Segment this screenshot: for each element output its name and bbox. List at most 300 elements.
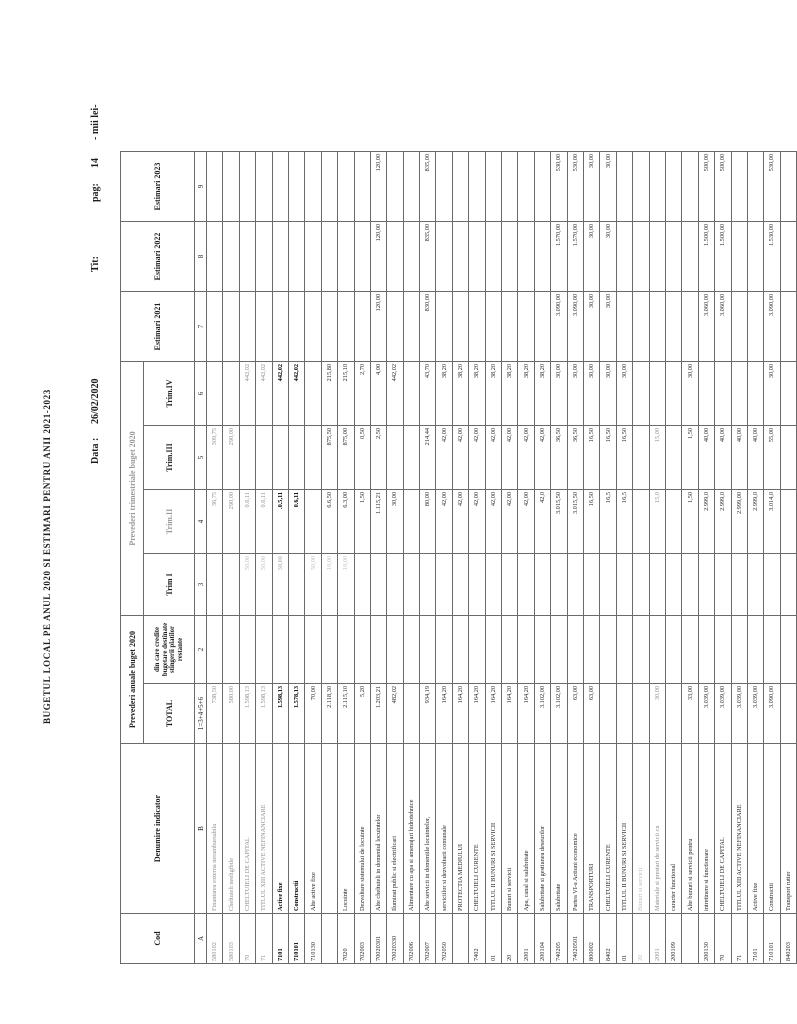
trim1-cell xyxy=(715,554,731,616)
trim1-cell xyxy=(600,554,616,616)
total-cell: 3.102,00 xyxy=(551,684,567,744)
est2021-cell xyxy=(272,292,288,362)
din-care-cell xyxy=(682,616,698,684)
trim3-cell xyxy=(665,426,681,490)
trim3-cell: 42,00 xyxy=(518,426,534,490)
est2023-cell: 530,00 xyxy=(551,152,567,222)
trim2-cell: 42,0 xyxy=(534,490,550,554)
est2022-cell: 30,00 xyxy=(583,222,599,292)
column-index-cell: A xyxy=(195,914,207,964)
din-care-cell xyxy=(354,616,370,684)
denumire-cell: Cheltuieli neeligibile xyxy=(223,744,239,914)
din-care-cell xyxy=(403,616,419,684)
trim3-cell: 55,00 xyxy=(764,426,780,490)
cod-cell: 702003 xyxy=(354,914,370,964)
denumire-cell: Locuinte xyxy=(338,744,354,914)
denumire-cell: Partea VI-a Actiuni economice xyxy=(567,744,583,914)
trim3-cell: 42,00 xyxy=(502,426,518,490)
cod-cell: 7402 xyxy=(469,914,485,964)
page-label: pag: xyxy=(90,183,101,202)
est2023-cell xyxy=(747,152,763,222)
total-cell: 33,00 xyxy=(682,684,698,744)
trim3-cell xyxy=(288,426,304,490)
cod-cell: 7020 xyxy=(338,914,354,964)
col-trim2-header: Trim.II xyxy=(144,490,195,554)
est2022-cell xyxy=(518,222,534,292)
trim1-cell xyxy=(682,554,698,616)
din-care-cell xyxy=(321,616,337,684)
denumire-cell xyxy=(321,744,337,914)
total-cell: 63,00 xyxy=(567,684,583,744)
cod-cell: 20 xyxy=(502,914,518,964)
est2023-cell: 500,00 xyxy=(715,152,731,222)
est2023-cell xyxy=(649,152,665,222)
trim4-cell: 38,20 xyxy=(518,362,534,426)
denumire-cell: CHELTUIELI CURENTE xyxy=(600,744,616,914)
trim2-cell: 36,75 xyxy=(207,490,223,554)
est2023-cell xyxy=(518,152,534,222)
cod-cell: 710101 xyxy=(764,914,780,964)
est2022-cell xyxy=(665,222,681,292)
est2023-cell xyxy=(436,152,452,222)
table-row xyxy=(534,152,550,964)
table-row xyxy=(649,152,665,964)
trim4-cell xyxy=(207,362,223,426)
est2023-cell: 500,00 xyxy=(698,152,714,222)
column-index-cell: 1=3+4+5+6 xyxy=(195,684,207,744)
est2021-cell xyxy=(534,292,550,362)
trim4-cell xyxy=(780,362,796,426)
trim3-cell: 42,00 xyxy=(469,426,485,490)
trimestriale-header: Prevederi trimestriale buget 2020 xyxy=(121,362,144,616)
col-est2022-header: Estimari 2022 xyxy=(121,222,195,292)
trim3-cell: 42,00 xyxy=(452,426,468,490)
col-din-care-header: din care credite bugetare destinate stingerii platilor restante xyxy=(144,616,195,684)
trim1-cell xyxy=(420,554,436,616)
trim1-cell: 10,00 xyxy=(338,554,354,616)
trim1-cell: 50,00 xyxy=(305,554,321,616)
trim1-cell xyxy=(518,554,534,616)
est2021-cell xyxy=(338,292,354,362)
column-index-cell: 7 xyxy=(195,292,207,362)
din-care-cell xyxy=(272,616,288,684)
est2023-cell xyxy=(321,152,337,222)
trim1-cell xyxy=(452,554,468,616)
trim3-cell: 40,00 xyxy=(698,426,714,490)
est2022-cell xyxy=(780,222,796,292)
est2022-cell xyxy=(305,222,321,292)
title-label: Tit: xyxy=(90,256,101,272)
din-care-cell xyxy=(518,616,534,684)
trim4-cell xyxy=(731,362,747,426)
est2021-cell: 3.060,00 xyxy=(698,292,714,362)
denumire-cell: TITLUL XIII ACTIVE NEFINANCIARE xyxy=(256,744,272,914)
cod-cell: 702007 xyxy=(420,914,436,964)
est2022-cell xyxy=(288,222,304,292)
date-value: 26/02/2020 xyxy=(90,378,101,424)
est2023-cell xyxy=(207,152,223,222)
total-cell: 63,00 xyxy=(583,684,599,744)
table-row xyxy=(600,152,616,964)
table-row xyxy=(370,152,386,964)
est2021-cell xyxy=(288,292,304,362)
trim2-cell xyxy=(780,490,796,554)
trim4-cell: 30,00 xyxy=(567,362,583,426)
est2022-cell xyxy=(338,222,354,292)
cod-cell: 71 xyxy=(731,914,747,964)
trim2-cell: 42,00 xyxy=(436,490,452,554)
cod-cell: 74020501 xyxy=(567,914,583,964)
est2021-cell xyxy=(436,292,452,362)
est2023-cell: 835,00 xyxy=(420,152,436,222)
est2021-cell: 3.090,00 xyxy=(551,292,567,362)
denumire-cell: Alte servicii in domeniile locuintelor, xyxy=(420,744,436,914)
column-index-cell: 6 xyxy=(195,362,207,426)
denumire-cell: Constructii xyxy=(764,744,780,914)
denumire-cell: Apa, canal si salubritate xyxy=(518,744,534,914)
trim1-cell xyxy=(780,554,796,616)
denumire-cell: TITLUL II BUNURI SI SERVICII xyxy=(616,744,632,914)
est2023-cell xyxy=(239,152,255,222)
din-care-cell xyxy=(665,616,681,684)
trim2-cell: 1.115,21 xyxy=(370,490,386,554)
trim1-cell xyxy=(223,554,239,616)
column-index-cell: 5 xyxy=(195,426,207,490)
est2022-cell: 835,00 xyxy=(420,222,436,292)
trim2-cell: 2.999,0 xyxy=(698,490,714,554)
cod-cell xyxy=(321,914,337,964)
cod-cell: 71 xyxy=(256,914,272,964)
table-row xyxy=(338,152,354,964)
trim1-cell xyxy=(387,554,403,616)
total-cell: 3.039,00 xyxy=(731,684,747,744)
trim1-cell xyxy=(698,554,714,616)
est2023-cell xyxy=(534,152,550,222)
din-care-cell xyxy=(239,616,255,684)
cod-cell: 7101 xyxy=(272,914,288,964)
cod-cell: 580102 xyxy=(207,914,223,964)
est2023-cell xyxy=(305,152,321,222)
table-row xyxy=(747,152,763,964)
table-row xyxy=(567,152,583,964)
est2021-cell xyxy=(665,292,681,362)
col-cod-header: Cod xyxy=(121,914,195,964)
din-care-cell xyxy=(731,616,747,684)
est2023-cell: 120,00 xyxy=(370,152,386,222)
cod-cell: 702050 xyxy=(436,914,452,964)
denumire-cell: TITLUL II BUNURI SI SERVICII xyxy=(485,744,501,914)
trim2-cell: 15,0 xyxy=(649,490,665,554)
table-row xyxy=(502,152,518,964)
cod-cell: 800002 xyxy=(583,914,599,964)
column-index-cell: 2 xyxy=(195,616,207,684)
trim2-cell: 42,00 xyxy=(469,490,485,554)
trim3-cell: 36,50 xyxy=(567,426,583,490)
trim4-cell: 442,02 xyxy=(272,362,288,426)
est2021-cell xyxy=(207,292,223,362)
est2021-cell: 3.090,00 xyxy=(567,292,583,362)
trim2-cell: 42,00 xyxy=(502,490,518,554)
denumire-cell: Constructii xyxy=(288,744,304,914)
est2021-cell: 120,00 xyxy=(370,292,386,362)
trim4-cell xyxy=(698,362,714,426)
column-index-row xyxy=(195,152,207,964)
column-index-cell: B xyxy=(195,744,207,914)
column-index-cell: 8 xyxy=(195,222,207,292)
denumire-cell: Active fixe xyxy=(272,744,288,914)
trim4-cell: 38,20 xyxy=(452,362,468,426)
total-cell: 3.039,00 xyxy=(715,684,731,744)
denumire-cell: TITLUL XIII ACTIVE NEFINANCIARE xyxy=(731,744,747,914)
total-cell: 1.598,13 xyxy=(256,684,272,744)
trim2-cell: 16,5 xyxy=(600,490,616,554)
col-est2021-header: Estimari 2021 xyxy=(121,292,195,362)
est2021-cell xyxy=(239,292,255,362)
trim4-cell: 30,00 xyxy=(600,362,616,426)
est2021-cell xyxy=(452,292,468,362)
est2021-cell xyxy=(321,292,337,362)
trim2-cell: 3.014,0 xyxy=(764,490,780,554)
trim3-cell: 42,00 xyxy=(436,426,452,490)
trim3-cell: 16,50 xyxy=(583,426,599,490)
total-cell: 1.578,13 xyxy=(288,684,304,744)
est2022-cell: 1.530,00 xyxy=(764,222,780,292)
din-care-cell xyxy=(600,616,616,684)
din-care-cell xyxy=(780,616,796,684)
din-care-cell xyxy=(207,616,223,684)
trim4-cell xyxy=(649,362,665,426)
total-cell: 5,20 xyxy=(354,684,370,744)
trim4-cell: 30,00 xyxy=(764,362,780,426)
total-cell: 1.598,13 xyxy=(239,684,255,744)
est2022-cell xyxy=(256,222,272,292)
trim3-cell xyxy=(633,426,649,490)
column-index-cell: 3 xyxy=(195,554,207,616)
total-cell xyxy=(665,684,681,744)
table-row xyxy=(551,152,567,964)
trim1-cell xyxy=(583,554,599,616)
din-care-cell xyxy=(370,616,386,684)
table-row xyxy=(272,152,288,964)
est2021-cell xyxy=(502,292,518,362)
trim3-cell xyxy=(256,426,272,490)
trim3-cell: 40,00 xyxy=(715,426,731,490)
total-cell: 164,20 xyxy=(452,684,468,744)
total-cell: 30,00 xyxy=(649,684,665,744)
trim3-cell xyxy=(387,426,403,490)
trim4-cell: 215,10 xyxy=(338,362,354,426)
trim1-cell xyxy=(485,554,501,616)
trim1-cell xyxy=(731,554,747,616)
est2022-cell xyxy=(452,222,468,292)
denumire-cell: Salubritate xyxy=(551,744,567,914)
trim2-cell: 0.6,11 xyxy=(288,490,304,554)
denumire-cell: CHELTUIELI DE CAPITAL xyxy=(715,744,731,914)
budget-table-body xyxy=(207,152,797,964)
est2022-cell: 1.570,00 xyxy=(567,222,583,292)
cod-cell: 840203 xyxy=(780,914,796,964)
din-care-cell xyxy=(649,616,665,684)
est2021-cell: 3.090,00 xyxy=(764,292,780,362)
trim1-cell xyxy=(354,554,370,616)
col-total-header: TOTAL xyxy=(144,684,195,744)
table-row xyxy=(616,152,632,964)
est2022-cell: 30,00 xyxy=(600,222,616,292)
total-cell: 164,20 xyxy=(436,684,452,744)
trim2-cell: 42,00 xyxy=(485,490,501,554)
trim1-cell xyxy=(616,554,632,616)
trim4-cell: 30,00 xyxy=(682,362,698,426)
trim2-cell xyxy=(403,490,419,554)
est2023-cell xyxy=(780,152,796,222)
trim3-cell: 290,00 xyxy=(223,426,239,490)
table-row xyxy=(305,152,321,964)
din-care-cell xyxy=(764,616,780,684)
table-row xyxy=(518,152,534,964)
table-row xyxy=(731,152,747,964)
total-cell: 164,20 xyxy=(485,684,501,744)
table-row xyxy=(469,152,485,964)
est2022-cell xyxy=(223,222,239,292)
trim1-cell xyxy=(649,554,665,616)
denumire-cell: Alimentare cu apa si amenajari hidrotehnice xyxy=(403,744,419,914)
trim4-cell xyxy=(305,362,321,426)
table-row xyxy=(485,152,501,964)
trim4-cell xyxy=(665,362,681,426)
est2022-cell xyxy=(485,222,501,292)
est2021-cell xyxy=(731,292,747,362)
est2023-cell xyxy=(256,152,272,222)
din-care-cell xyxy=(420,616,436,684)
est2021-cell xyxy=(747,292,763,362)
est2021-cell: 30,00 xyxy=(583,292,599,362)
table-row xyxy=(387,152,403,964)
est2023-cell: 30,00 xyxy=(583,152,599,222)
total-cell: 70,00 xyxy=(305,684,321,744)
trim3-cell: 42,00 xyxy=(534,426,550,490)
trim1-cell xyxy=(747,554,763,616)
trim1-cell xyxy=(436,554,452,616)
total-cell xyxy=(403,684,419,744)
est2021-cell xyxy=(256,292,272,362)
est2022-cell: 1.500,00 xyxy=(698,222,714,292)
est2021-cell xyxy=(354,292,370,362)
din-care-cell xyxy=(338,616,354,684)
units-label: - mii lei- xyxy=(90,104,101,140)
trim2-cell: 16,50 xyxy=(583,490,599,554)
trim3-cell: 1,50 xyxy=(682,426,698,490)
trim1-cell: 50,00 xyxy=(256,554,272,616)
est2021-cell: 830,00 xyxy=(420,292,436,362)
total-cell: 164,20 xyxy=(518,684,534,744)
trim2-cell: 0.6,11 xyxy=(239,490,255,554)
trim1-cell xyxy=(534,554,550,616)
trim2-cell: 6.6,50 xyxy=(321,490,337,554)
total-cell: 1.203,21 xyxy=(370,684,386,744)
trim2-cell: 6.3,00 xyxy=(338,490,354,554)
trim4-cell: 442,02 xyxy=(387,362,403,426)
trim4-cell: 38,20 xyxy=(534,362,550,426)
total-cell: 2.118,30 xyxy=(321,684,337,744)
din-care-cell xyxy=(223,616,239,684)
trim4-cell xyxy=(403,362,419,426)
din-care-cell xyxy=(436,616,452,684)
est2021-cell xyxy=(633,292,649,362)
denumire-cell: Materiale si prestari de servicii cu xyxy=(649,744,665,914)
est2023-cell xyxy=(682,152,698,222)
est2022-cell xyxy=(354,222,370,292)
trim4-cell: 442,02 xyxy=(256,362,272,426)
est2023-cell xyxy=(633,152,649,222)
est2021-cell: 30,00 xyxy=(600,292,616,362)
trim2-cell: 1,50 xyxy=(354,490,370,554)
cod-cell: 200109 xyxy=(665,914,681,964)
est2023-cell xyxy=(387,152,403,222)
trim3-cell xyxy=(780,426,796,490)
total-cell: 580,00 xyxy=(223,684,239,744)
cod-cell: 702006 xyxy=(403,914,419,964)
est2023-cell xyxy=(469,152,485,222)
est2022-cell xyxy=(502,222,518,292)
est2022-cell xyxy=(272,222,288,292)
denumire-cell: Salubritate si gestiunea deseurilor xyxy=(534,744,550,914)
total-cell: 738,50 xyxy=(207,684,223,744)
est2021-cell xyxy=(649,292,665,362)
est2023-cell xyxy=(452,152,468,222)
cod-cell: 70 xyxy=(239,914,255,964)
din-care-cell xyxy=(616,616,632,684)
cod-cell: 740205 xyxy=(551,914,567,964)
trim4-cell: 43,70 xyxy=(420,362,436,426)
est2022-cell xyxy=(321,222,337,292)
col-trim1-header: Trim I xyxy=(144,554,195,616)
total-cell: 1.598,13 xyxy=(272,684,288,744)
est2023-cell: 530,00 xyxy=(567,152,583,222)
table-row xyxy=(698,152,714,964)
cod-cell: 710101 xyxy=(288,914,304,964)
table-row xyxy=(207,152,223,964)
est2022-cell xyxy=(731,222,747,292)
trim1-cell xyxy=(502,554,518,616)
trim2-cell: 2.999,00 xyxy=(731,490,747,554)
trim1-cell: 10,00 xyxy=(321,554,337,616)
page-title: BUGETUL LOCAL PE ANUL 2020 SI ESTIMARI PENTRU ANII 2021-2023 xyxy=(42,389,52,724)
trim2-cell: .0.5,11 xyxy=(272,490,288,554)
denumire-cell: Dezvoltare sistemului de locuinte xyxy=(354,744,370,914)
est2021-cell xyxy=(616,292,632,362)
est2021-cell xyxy=(387,292,403,362)
budget-table xyxy=(120,151,797,964)
trim2-cell: 42,00 xyxy=(518,490,534,554)
total-cell: 2.115,10 xyxy=(338,684,354,744)
est2022-cell: 120,00 xyxy=(370,222,386,292)
trim2-cell: 80,00 xyxy=(420,490,436,554)
est2022-cell: 1.500,00 xyxy=(715,222,731,292)
cod-cell: 2001 xyxy=(518,914,534,964)
total-cell: 3.039,00 xyxy=(747,684,763,744)
cod-cell xyxy=(452,914,468,964)
trim3-cell: 875,00 xyxy=(338,426,354,490)
est2023-cell xyxy=(485,152,501,222)
est2022-cell xyxy=(207,222,223,292)
din-care-cell xyxy=(567,616,583,684)
est2023-cell xyxy=(288,152,304,222)
denumire-cell: Alte active fixe xyxy=(305,744,321,914)
table-row xyxy=(764,152,780,964)
est2022-cell: 1.570,00 xyxy=(551,222,567,292)
din-care-cell xyxy=(288,616,304,684)
denumire-cell: Iluminat public si electrificari xyxy=(387,744,403,914)
